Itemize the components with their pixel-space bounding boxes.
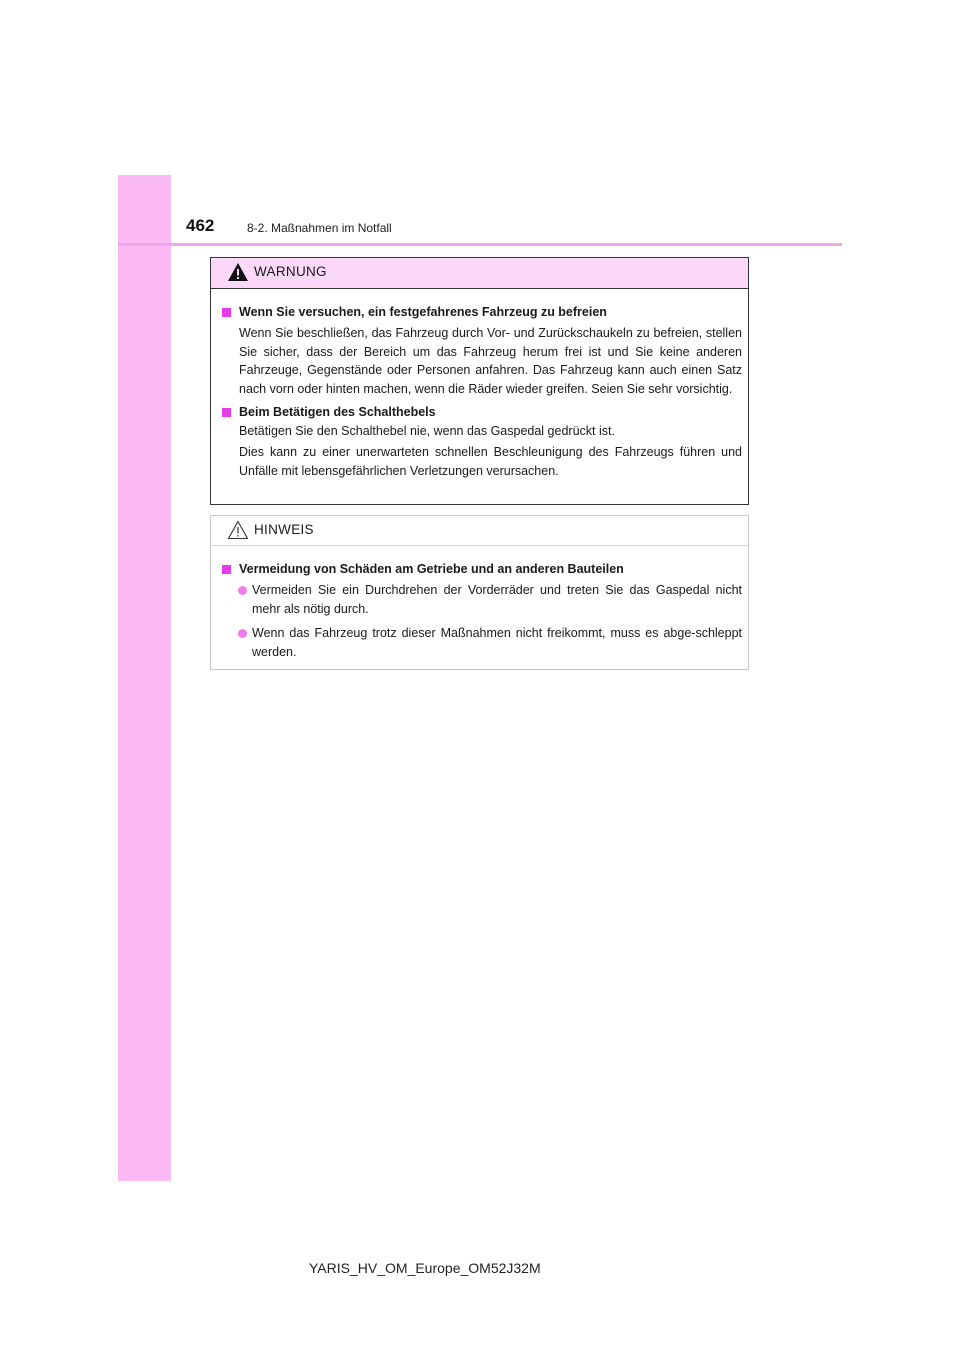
warning-paragraph: Wenn Sie beschließen, das Fahrzeug durch Vor- und Zurückschaukeln zu befreien, stellen Sie sicher, dass der Bereich um das Fahrzeug herum frei ist und Sie keine anderen Fahrzeuge, Gegenstände oder Personen anfahren. Das Fahrzeug kann auch einen Satz nach vorn oder hinten machen, wenn die Räder wieder greifen. Seien Sie sehr vorsichtig.	[239, 326, 742, 396]
warning-section-heading: Wenn Sie versuchen, ein festgefahrenes Fahrzeug zu befreien	[222, 303, 742, 322]
chapter-title: 8-2. Maßnahmen im Notfall	[247, 221, 392, 235]
warning-header	[211, 258, 748, 289]
note-box	[210, 515, 749, 670]
list-item: Wenn das Fahrzeug trotz dieser Maßnahmen nicht freikommt, muss es abge-schleppt werden.	[222, 624, 742, 662]
bullet-icon	[238, 586, 247, 595]
warning-paragraph: Dies kann zu einer unerwarteten schnellen Beschleunigung des Fahrzeugs führen und Unfälle mit lebensgefährlichen Verletzungen verursachen.	[239, 444, 742, 478]
warning-triangle-icon	[227, 262, 249, 282]
note-title: HINWEIS	[254, 522, 314, 537]
note-header	[211, 516, 748, 546]
warning-body	[211, 289, 748, 480]
note-body	[211, 546, 748, 662]
section-marker-icon	[222, 565, 231, 574]
section-marker-icon	[222, 308, 231, 317]
chapter-side-tab	[118, 175, 171, 1181]
header-rule	[118, 243, 842, 246]
warning-title: WARNUNG	[254, 264, 327, 279]
warning-paragraph: Betätigen Sie den Schalthebel nie, wenn das Gaspedal gedrückt ist.	[239, 424, 615, 439]
page-number: 462	[186, 216, 215, 235]
document-footer: YARIS_HV_OM_Europe_OM52J32M	[309, 1260, 541, 1276]
caution-triangle-icon	[227, 520, 249, 540]
warning-box	[210, 257, 749, 505]
list-item: Vermeiden Sie ein Durchdrehen der Vorderräder und treten Sie das Gaspedal nicht mehr als nötig durch.	[222, 581, 742, 619]
section-marker-icon	[222, 408, 231, 417]
bullet-icon	[238, 629, 247, 638]
warning-section-heading: Beim Betätigen des Schalthebels	[222, 403, 742, 422]
note-section-heading: Vermeidung von Schäden am Getriebe und an anderen Bauteilen	[222, 560, 742, 579]
